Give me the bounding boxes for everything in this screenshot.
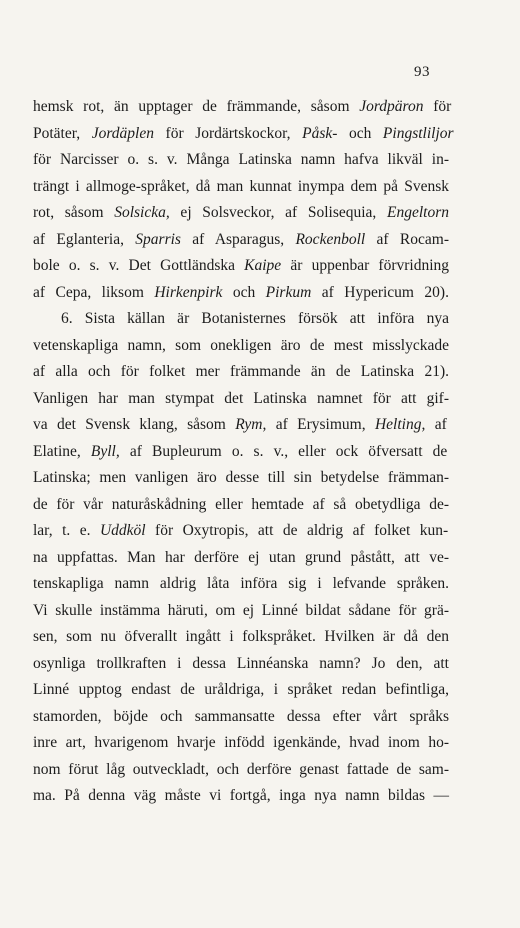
text-line: [33, 200, 449, 227]
italic-term: Sparris: [135, 230, 181, 248]
text-run: ej Solsveckor, af Solisequia,: [169, 204, 387, 221]
text-run: osynliga trollkraften i dessa Linnéanska namn? Jo den, att: [33, 654, 449, 672]
text-run: af: [425, 416, 447, 433]
text-line: [33, 306, 449, 333]
italic-term: Helting,: [374, 416, 426, 433]
text-run: af alla och för folket mer främmande än de Latinska 21).: [33, 363, 449, 380]
text-run: stamorden, böjde och sammansatte dessa efter vårt språks: [33, 707, 449, 725]
italic-term: Pirkum: [265, 283, 312, 301]
italic-term: Kaipe: [244, 257, 282, 274]
text-run: för Jordärtskockor,: [154, 124, 303, 142]
text-line: [33, 677, 449, 704]
text-run: inre art, hvarigenom hvarje infödd igenkände, hvad inom ho-: [33, 734, 449, 751]
text-run: af Erysimum,: [266, 416, 375, 433]
text-run: vetenskapliga namn, som onekligen äro de mest misslyckade: [33, 336, 449, 354]
text-line: [33, 545, 449, 572]
text-run: är uppenbar förvridning: [281, 257, 450, 274]
text-line: [33, 598, 449, 625]
italic-term: Byll,: [90, 442, 120, 460]
text-run: för: [423, 98, 452, 115]
text-run: ma. På denna väg måste vi fortgå, inga nya namn bildas —: [33, 787, 449, 804]
text-run: hemsk rot, än upptager de främmande, såsom: [33, 98, 360, 115]
italic-term: Uddköl: [99, 522, 146, 539]
text-line: [33, 386, 449, 413]
text-run: rot, såsom: [33, 204, 115, 221]
text-line: [33, 492, 449, 519]
text-run: för Oxytropis, att de aldrig af folket kun-: [145, 522, 449, 539]
text-run: trängt i allmoge-språket, då man kunnat inympa dem på Svensk: [33, 177, 449, 195]
italic-term: Engeltorn: [387, 204, 449, 221]
text-line: [33, 571, 449, 598]
text-run: af Bupleurum o. s. v., eller ock öfversatt de: [119, 442, 448, 460]
text-run: va det Svensk klang, såsom: [33, 416, 236, 433]
text-line: [33, 174, 449, 201]
text-run: de för vår naturåskådning eller hemtade af så obetydliga de-: [33, 495, 449, 513]
text-run: af Rocam-: [365, 230, 449, 248]
text-run: af Hypericum 20).: [311, 283, 449, 301]
text-run: och: [337, 124, 383, 142]
text-line: [33, 253, 449, 280]
text-run: för Narcisser o. s. v. Många Latinska namn hafva likväl in-: [33, 151, 449, 168]
italic-term: Rym,: [235, 416, 267, 433]
italic-term: Jordäplen: [91, 124, 154, 142]
page-number: 93: [414, 64, 430, 80]
text-line: [33, 121, 454, 148]
italic-term: Solsicka,: [114, 204, 170, 221]
text-line: [33, 757, 449, 784]
text-line: [33, 359, 449, 386]
text-run: lar, t. e.: [33, 522, 100, 539]
text-line: [33, 147, 449, 174]
text-run: Linné upptog endast de uråldriga, i språket redan befintliga,: [33, 681, 449, 698]
text-run: tenskapliga namn aldrig låta införa sig i lefvande språken.: [33, 575, 449, 592]
text-run: sen, som nu öfverallt ingått i folkspråket. Hvilken är då den: [33, 628, 449, 645]
text-run: af Asparagus,: [180, 230, 296, 248]
text-line: [33, 280, 449, 307]
text-line: [33, 227, 449, 254]
text-run: Potäter,: [33, 124, 92, 142]
text-run: af Cepa, liksom: [33, 283, 155, 301]
italic-term: Påsk-: [302, 124, 338, 142]
text-run: Latinska; men vanligen äro desse till sin betydelse främman-: [33, 469, 449, 486]
text-run: Vi skulle instämma häruti, om ej Linné bildat sådane för grä-: [33, 601, 449, 619]
italic-term: Jordpäron: [359, 98, 424, 115]
text-line: [33, 439, 449, 466]
italic-term: Pingstliljor: [382, 124, 454, 142]
text-line: [33, 783, 449, 810]
text-run: bole o. s. v. Det Gottländska: [33, 257, 245, 274]
text-line: [33, 518, 449, 545]
text-run: 6. Sista källan är Botanisternes försök att införa nya: [61, 310, 449, 327]
text-run: nom förut låg outveckladt, och derföre genast fattade de sam-: [33, 760, 449, 778]
text-line: [33, 465, 449, 492]
text-line: [33, 730, 449, 757]
text-line: [33, 412, 449, 439]
italic-term: Hirkenpirk: [154, 283, 223, 301]
text-line: [33, 333, 449, 360]
text-run: af Eglanteria,: [33, 230, 136, 248]
text-run: na uppfattas. Man har derföre ej utan grund påstått, att ve-: [33, 548, 449, 566]
text-line: [33, 704, 449, 731]
text-run: Vanligen har man stympat det Latinska namnet för att gif-: [33, 389, 449, 407]
text-line: [33, 651, 449, 678]
text-line: [33, 94, 452, 121]
text-run: Elatine,: [33, 442, 91, 460]
text-line: [33, 624, 449, 651]
italic-term: Rockenboll: [295, 230, 366, 248]
body-text: [33, 94, 454, 810]
text-run: och: [222, 283, 266, 301]
